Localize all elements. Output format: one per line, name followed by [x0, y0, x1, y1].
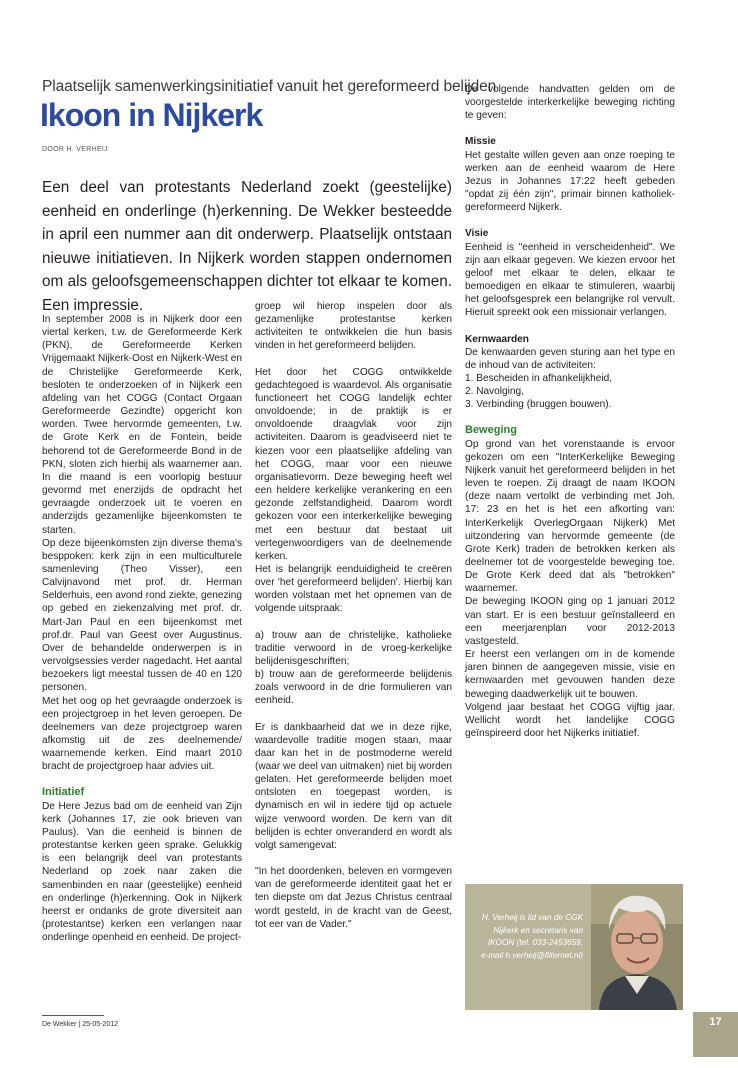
- paragraph: Op deze bijeenkomsten zijn diverse thema's bespроken: kerk zijn in een multiculturele samenleving (Theo Visser), een Calvijnavond met prof. dr. Herman Selderhuis, een avond rond ziekte, genezing op gebed en ziekenzalving met prof. dr. Mart-Jan Paul en een bijeenkomst met prof.dr. Paul van Geest over Augustinus. Over de behandelde onderwerpen is in vervolgsessies verder nagedacht. Het aantal bezoekers ligt meestal tussen de 40 en 120 personen.: [42, 537, 242, 694]
- bio-line: H. Verheij is lid van de CGK: [481, 913, 583, 922]
- paragraph: Er heerst een verlangen om in de komende jaren binnen de aangegeven missie, visie en kernwaarden met gevouwen handen deze beweging daadwerkelijk uit te bouwen.: [465, 649, 675, 700]
- footer-divider: [42, 1015, 104, 1016]
- heading-missie: Missie: [465, 136, 496, 148]
- quote-paragraph: "In het doordenken, beleven en vormgeven van de gereformeerde identiteit gaat het er ten diepste om dat Jezus Christus centraal wordt gesteld, in de kracht van de Geest, tot eer van de Vader.": [255, 866, 452, 930]
- paragraph: Het door het COGG ontwikkelde gedachtegoed is waardevol. Als organisatie functioneert het COGG landelijk echter onvoldoende; in de praktijk is er onvoldoende draagvlak voor zijn activiteiten. Daarom is geadviseerd niet te kiezen voor een plaatselijke afdeling van het COGG, maar voor een nieuwe organisatievorm. Deze beweging heeft wel een heldere kerkelijke verankering en een gezonde zelfstandigheid. Daarom wordt gekozen voor een interkerkelijke beweging met een bestuur dat bestaat uit vertegenwoordigers van de deelnemende kerken.: [255, 366, 452, 562]
- bio-line: Nijkerk en secretaris van: [493, 925, 583, 935]
- heading-beweging: Beweging: [465, 424, 517, 437]
- page-number: 17: [693, 1012, 738, 1057]
- bio-line: IKOON (tel. 033-2453659,: [487, 938, 583, 948]
- list-item: 3. Verbinding (bruggen bouwen).: [465, 399, 612, 411]
- paragraph: Het gestalte willen geven aan onze roeping te werken aan de eenheid waarom de Here Jezus in Johannes 17:22 heeft gebeden "opdat zij één zijn", primair binnen katholiek-gereformeerd Nijkerk.: [465, 149, 675, 214]
- paragraph: a) trouw aan de christelijke, katholieke traditie verwoord in de vroeg-kerkelijke belijdenisgeschriften;: [255, 629, 452, 667]
- heading-initiatief: Initiatief: [42, 786, 85, 799]
- list-item: 1. Bescheiden in afhankelijkheid,: [465, 372, 613, 384]
- heading-visie: Visie: [465, 228, 489, 240]
- footer-source: De Wekker | 25-05-2012: [42, 1021, 119, 1028]
- column-2: [255, 300, 452, 931]
- paragraph: Volgend jaar bestaat het COGG vijftig jaar. Wellicht wordt het landelijke COGG geïnspireerd door het Nijkerks initiatief.: [465, 701, 675, 740]
- article-byline: DOOR H. VERHEIJ: [42, 146, 108, 153]
- paragraph: groep wil hierop inspelen door als gezamenlijke protestantse kerken activiteiten te ontwikkelen die hun basis vinden in het gereformeerd belijden.: [255, 301, 452, 352]
- paragraph: De Here Jezus bad om de eenheid van Zijn kerk (Johannes 17, zie ook brieven van Paulus). Van die eenheid is binnen de protestantse kerken geen sprake. Gelukkig is een belangrijk deel van protestants Nederland op zoek naar zaken die samenbinden en naar (geestelijke) eenheid en onderlinge (h)erkenning. Ook in Nijkerk heerst er ondanks de grote diversiteit aan (protestantse) kerken een verlangen naar onderlinge openheid en eenheid. De project-: [42, 800, 242, 944]
- author-bio-box: [465, 884, 683, 1010]
- paragraph: Eenheid is "eenheid in verscheidenheid". We zijn aan elkaar gegeven. We kiezen ervoor het geloof met elkaar te delen, elkaar te bemoedigen en elkaar te stimuleren, waarbij het geloofsgesprek een belangrijke rol vervult. Hieruit spreekt ook een missionair verlangen.: [465, 241, 675, 319]
- paragraph: De kenwaarden geven sturing aan het type en de inhoud van de activiteiten:: [465, 346, 675, 371]
- paragraph: De beweging IKOON ging op 1 januari 2012 van start. Er is een bestuur geïnstalleerd en een meerjarenplan voor 2012-2013 vastgesteld.: [465, 596, 675, 647]
- paragraph: Er is dankbaarheid dat we in deze rijke, waardevolle traditie mogen staan, maar daar kan het in de postmoderne wereld (waar we deel van uitmaken) niet bij worden gelaten. Het gereformeerde belijden moet ontsloten en toegepast worden, is dynamisch en wil in iedere tijd op actuele wijze verwoord worden. De kern van dit belijden is echter onveranderd en wordt als volgt samengevat:: [255, 721, 452, 851]
- bio-line: e-mail h.verheij@filternet.nl): [480, 951, 583, 961]
- paragraph: Het is belangrijk eenduidigheid te creëren over 'het gereformeerd belijden'. Hierbij kan worden volstaan met het opnemen van de volgende uitspraak:: [255, 563, 452, 615]
- column-1: [42, 313, 242, 944]
- heading-kernwaarden: Kernwaarden: [465, 333, 529, 345]
- paragraph: Met het oog op het gevraagde onderzoek is een projectgroep in het leven geroepen. De deelnemers van deze projectgroep waren afkomstig uit de zes deelnemende/ waarnemende kerken. Eind maart 2010 bracht de projectgroep haar advies uit.: [42, 695, 242, 773]
- article-title: Ikoon in Nijkerk: [40, 97, 263, 133]
- author-bio-text: [453, 912, 583, 963]
- column-3: [465, 83, 675, 740]
- article-kicker: Plaatselijk samenwerkingsinitiatief vanuit het gereformeerd belijden: [42, 78, 497, 95]
- lead-paragraph: Een deel van protestants Nederland zoekt (geestelijke) eenheid en onderlinge (h)erkenning. De Wekker besteedde in april een nummer aan dit onderwerp. Plaatselijk ontstaan nieuwe initiatieven. In Nijkerk worden stappen ondernomen om als geloofsgemeenschappen dichter tot elkaar te komen. Een impressie.: [42, 179, 452, 314]
- paragraph: Op grond van het vorenstaande is ervoor gekozen om een "InterKerkelijke Beweging Nijkerk vanuit het gereformeerd belijden in het leven te roepen. Zij draagt de naam IKOON (deze naam vertolkt de verbinding met Joh. 17: 23 en het is het een afkorting van: InterKerkelijk OverlegOrgaan Nijkerk) Met uitzondering van hervormde gemeente (de Grote Kerk) traden de betrokken kerken als deelnemer tot de voorgestelde beweging toe. De Grote Kerk deed dat als "betrokken" waarnemer.: [465, 438, 675, 595]
- paragraph: In september 2008 is in Nijkerk door een viertal kerken, t.w. de Gereformeerde Kerk (PKN), de Gereformeerde Kerken Vrijgemaakt Nijkerk-Oost en Nijkerk-West en de Christelijke Gereformeerde Kerk, besloten te onderzoeken of in Nijkerk een afdeling van het COGG (Contact Orgaan Gereformeerde Gezindte) opgericht kon worden. Twee hervormde gemeenten, t.w. de Grote Kerk en de Fontein, beide behorend tot de Gereformeerde Bond in de PKN, sloten zich hierbij als waarnemer aan. In die maand is een voorlopig bestuur gevormd met enerzijds de opdracht het gevraagde onderzoek uit te voeren en anderzijds gezamenlijke bijeenkomsten te starten.: [42, 314, 242, 536]
- paragraph: b) trouw aan de gereformeerde belijdenis zoals verwoord in de drie formulieren van eenheid.: [255, 669, 452, 707]
- paragraph: De volgende handvatten gelden om de voorgestelde interkerkelijke beweging richting te geven:: [465, 84, 675, 122]
- list-item: 2. Navolging,: [465, 386, 524, 398]
- author-photo: [591, 884, 683, 1010]
